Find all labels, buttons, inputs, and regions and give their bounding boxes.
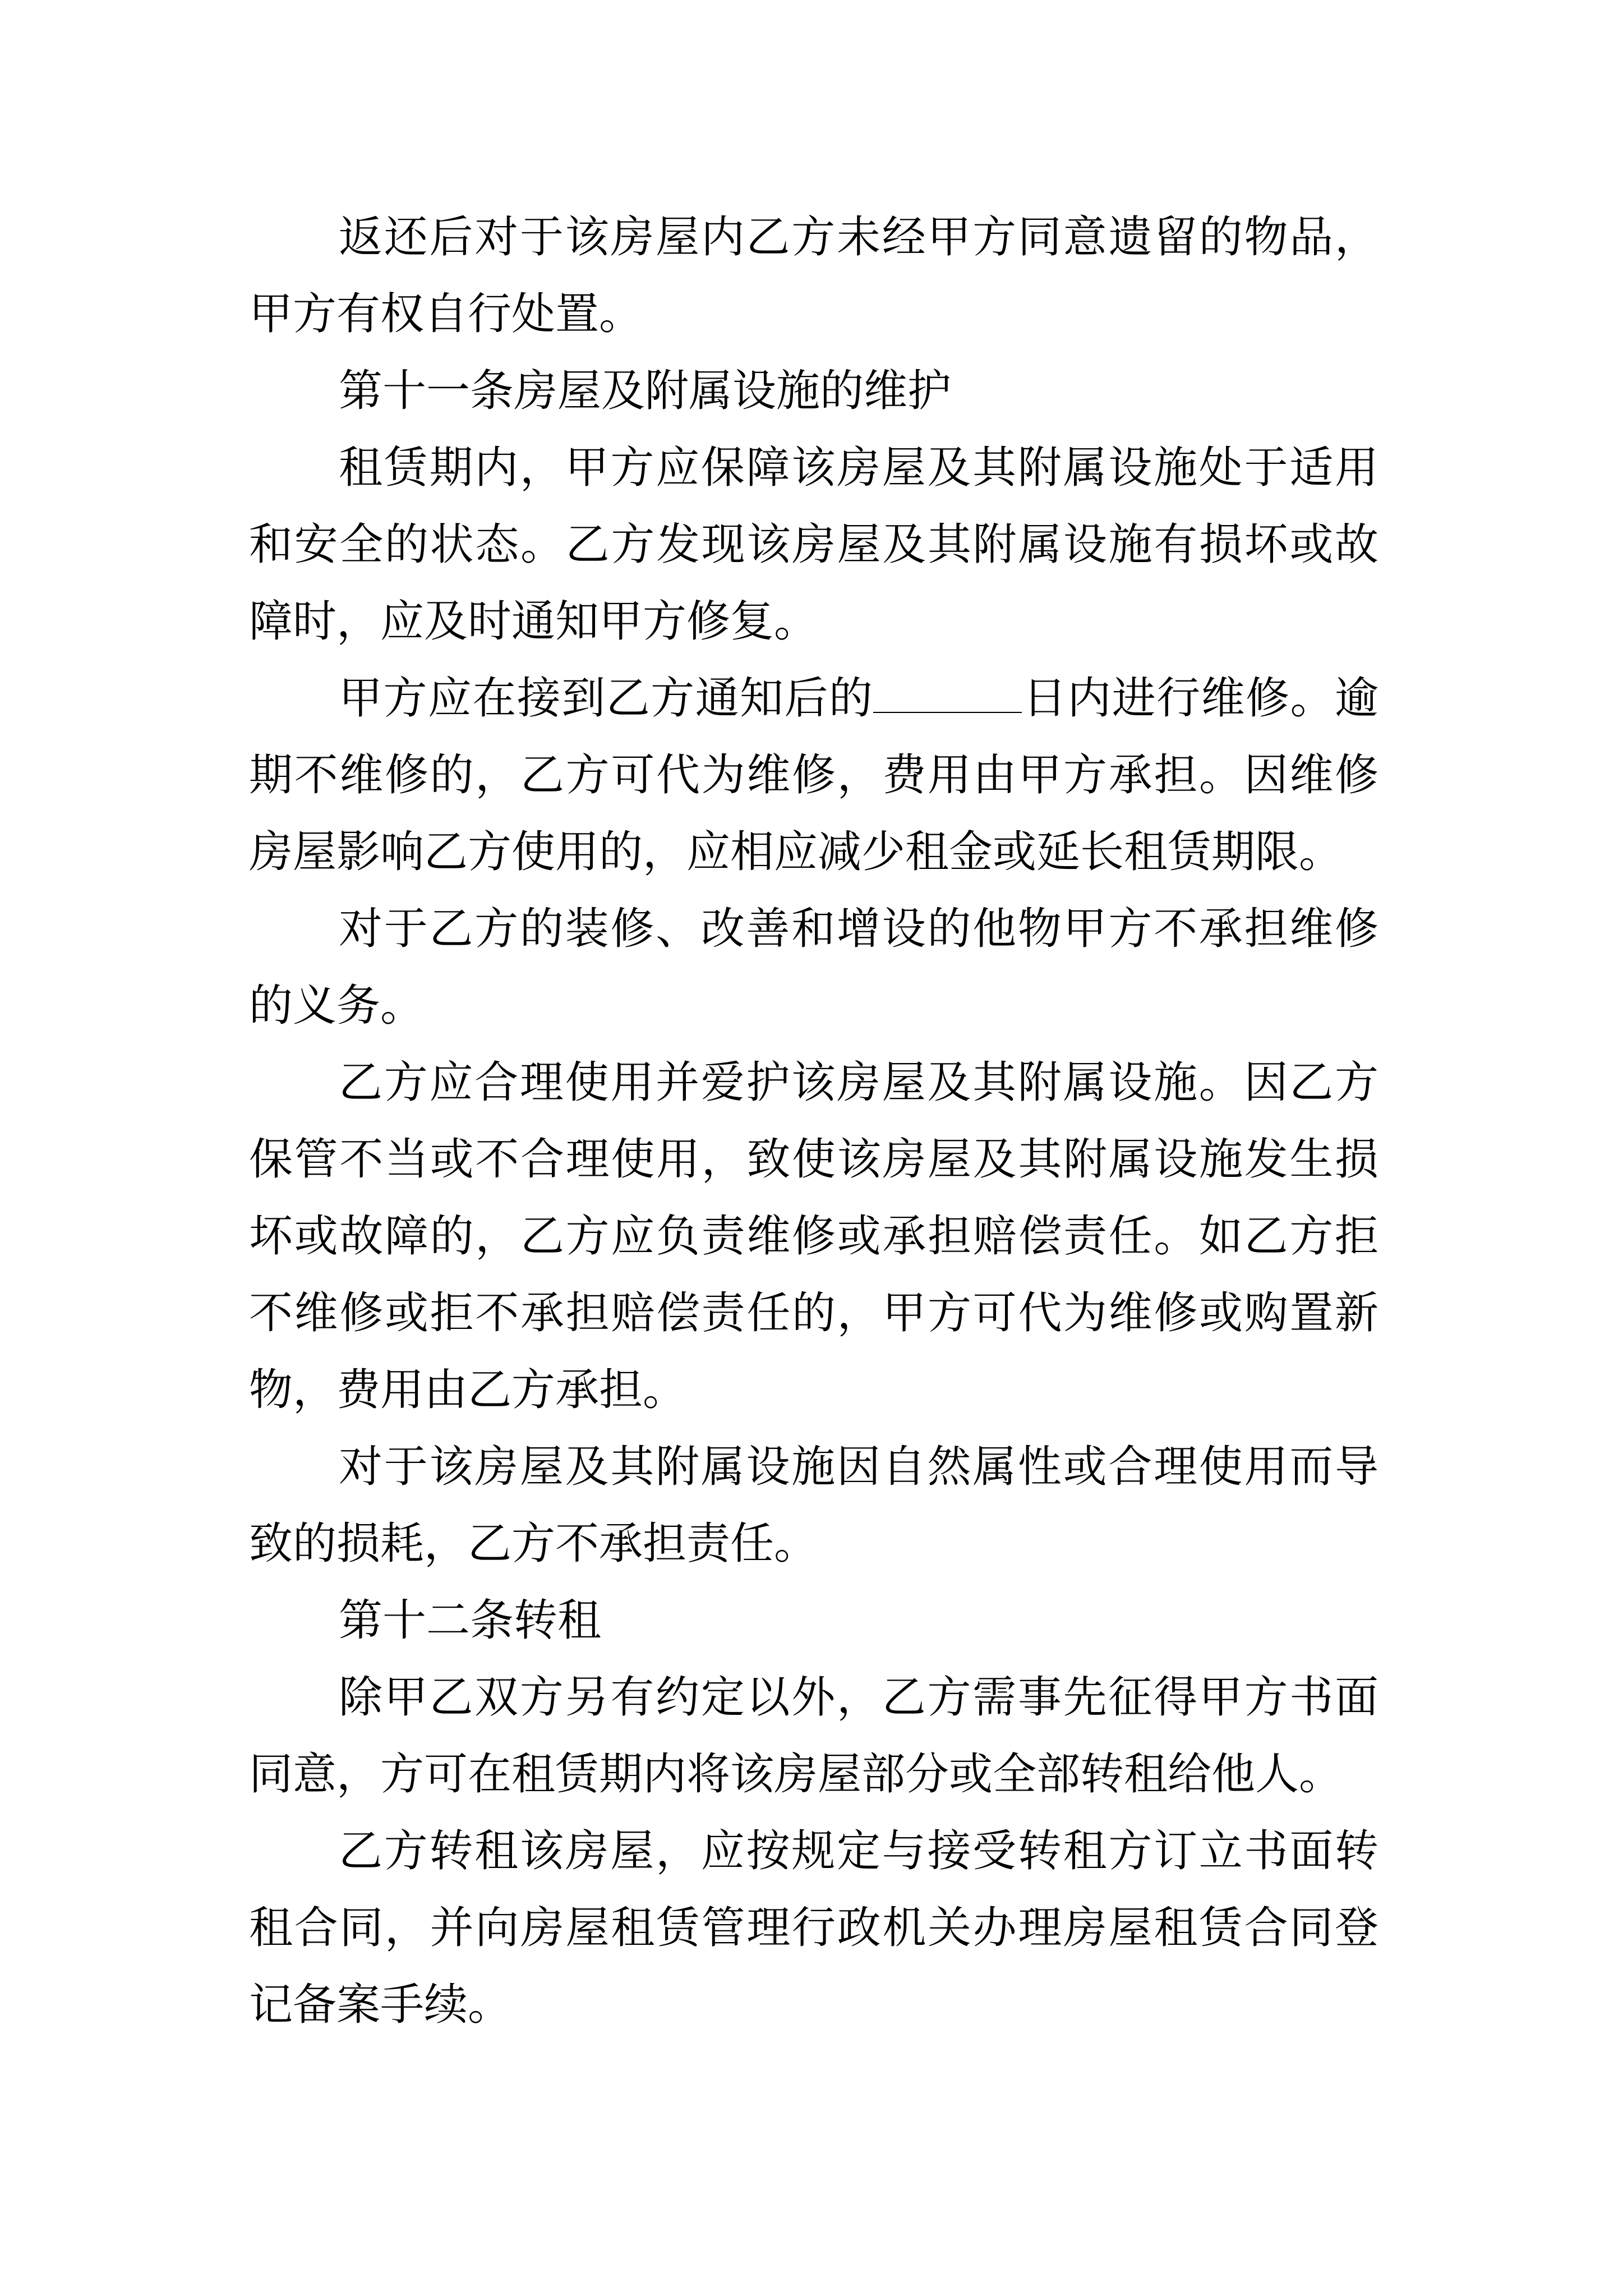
paragraph-landlord-maintenance: 租赁期内，甲方应保障该房屋及其附属设施处于适用和安全的状态。乙方发现该房屋及其附属设施有损坏或故障时，应及时通知甲方修复。 [249,443,1378,647]
days-blank-field [873,678,1022,713]
paragraph-sublease-registration: 乙方转租该房屋，应按规定与接受转租方订立书面转租合同，并向房屋租赁管理行政机关办理房屋租赁合同登记备案手续。 [249,1826,1378,2030]
paragraph-sublease-consent: 除甲乙双方另有约定以外，乙方需事先征得甲方书面同意，方可在租赁期内将该房屋部分或全部转租给他人。 [249,1672,1378,1800]
paragraph-decoration-maintenance: 对于乙方的装修、改善和增设的他物甲方不承担维修的义务。 [249,904,1378,1031]
document-page [249,199,1378,2044]
article-11-heading: 第十一条房屋及附属设施的维护 [339,366,952,416]
paragraph-natural-wear: 对于该房屋及其附属设施因自然属性或合理使用而导致的损耗，乙方不承担责任。 [249,1442,1378,1569]
paragraph-tenant-care: 乙方应合理使用并爱护该房屋及其附属设施。因乙方保管不当或不合理使用，致使该房屋及其附属设施发生损坏或故障的，乙方应负责维修或承担赔偿责任。如乙方拒不维修或拒不承担赔偿责任的，甲方可代为维修或购置新物，费用由乙方承担。 [249,1057,1378,1415]
repair-deadline-text-end: 日内进行维修。逾期不维修的，乙方可代为维修，费用由甲方承担。因维修房屋影响乙方使用的，应相应减少租金或延长租赁期限。 [249,673,1378,877]
article-12-heading: 第十二条转租 [339,1595,602,1646]
paragraph-return-items: 返还后对于该房屋内乙方未经甲方同意遗留的物品，甲方有权自行处置。 [249,212,1378,339]
repair-deadline-text-start: 甲方应在接到乙方通知后的 [339,673,874,724]
paragraph-repair-deadline [249,660,1378,891]
